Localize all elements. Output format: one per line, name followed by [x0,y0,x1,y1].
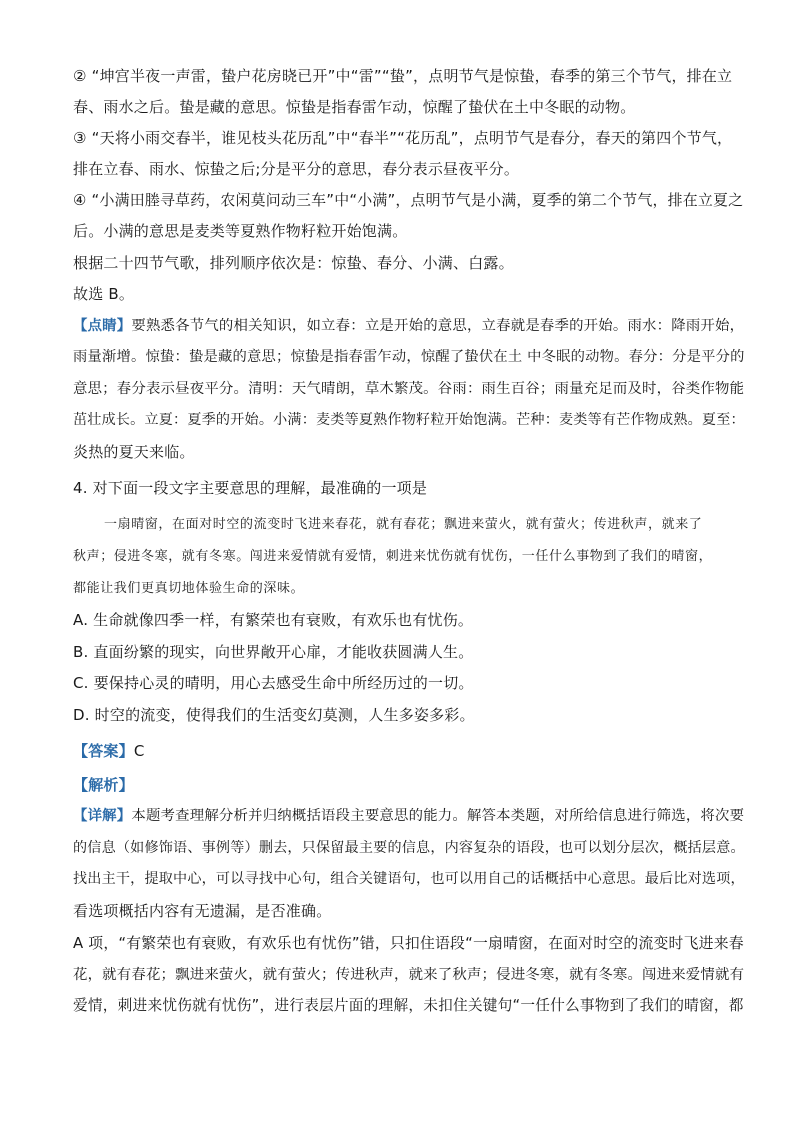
dianjing-line: 茁壮成长。立夏：夏季的开始。小满：麦类等夏熟作物籽粒开始饱满。芒种：麦类等有芒作物成熟。夏至： [73,412,745,428]
jiexi-label: 【解析】 [73,776,134,794]
dianjing-label: 【点睛】 [73,318,132,334]
xiangjie-label: 【详解】 [73,808,132,824]
passage-line: 都能让我们更真切地体验生命的深味。 [73,581,305,596]
answer-line [73,741,145,761]
analysis-line: 爱情，刺进来忧伤就有忧伤”，进行表层片面的理解，未扣住关键句“一任什么事物到了我们的晴窗，都 [73,997,744,1014]
text-line: ② “坤宫半夜一声雷，蛰户花房晓已开”中“雷”“蛰”，点明节气是惊蛰，春季的第三个节气，排在立 [73,67,733,85]
text-line: ④ “小满田塍寻草药，农闲莫问动三车”中“小满”，点明节气是小满，夏季的第二个节气，排在立夏之 [73,191,744,209]
passage-line: 一扇晴窗，在面对时空的流变时飞进来春花，就有春花；飘进来萤火，就有萤火；传进秋声，就来了 [104,517,703,532]
analysis-line: 花，就有春花；飘进来萤火，就有萤火；传进秋声，就来了秋声；侵进冬寒，就有冬寒。闯进来爱情就有 [73,967,745,983]
xiangjie-line: 的信息（如修饰语、事例等）删去，只保留最主要的信息，内容复杂的语段，也可以划分层次，概括层意。 [73,840,745,856]
analysis-line: A 项，“有繁荣也有衰败，有欢乐也有忧伤”错，只扣住语段“一扇晴窗，在面对时空的流变时飞进来春 [73,934,744,952]
xiangjie-line: 找出主干，提取中心，可以寻找中心句，组合关键语句，也可以用自己的话概括中心意思。最后比对选项， [73,871,745,887]
dianjing-line: 炎热的夏天来临。 [73,443,195,461]
dianjing-line: 雨量渐增。惊蛰：蛰是藏的意思；惊蛰是指春雷乍动，惊醒了蛰伏在土 中冬眠的动物。春分：分是平分的 [73,349,745,365]
answer-label: 【答案】 [73,742,134,760]
text-line: ③ “天将小雨交春半，谁见枝头花历乱”中“春半”“花历乱”，点明节气是春分，春天的第四个节气， [73,129,733,147]
passage-line: 秋声；侵进冬寒，就有冬寒。闯进来爱情就有爱情，刺进来忧伤就有忧伤，一任什么事物到了我们的晴窗， [73,549,713,564]
dianjing-line: 【点睛】要熟悉各节气的相关知识，如立春：立是开始的意思，立春就是春季的开始。雨水：降雨开始， [73,318,745,334]
text-line: 故选 B。 [73,285,135,303]
xiangjie-line: 【详解】本题考查理解分析并归纳概括语段主要意思的能力。解答本类题，对所给信息进行筛选，将次要 [73,808,745,824]
answer-value: C [133,742,145,760]
option-d: D. 时空的流变，使得我们的生活变幻莫测，人生多姿多彩。 [73,706,475,724]
xiangjie-line: 看选项概括内容有无遗漏，是否准确。 [73,902,332,920]
text-line: 排在立春、雨水、惊蛰之后;分是平分的意思，春分表示昼夜平分。 [73,160,520,178]
text-line: 春、雨水之后。蛰是藏的意思。惊蛰是指春雷乍动，惊醒了蛰伏在土中冬眠的动物。 [73,98,636,116]
dianjing-line: 意思；春分表示昼夜平分。清明：天气晴朗，草木繁茂。谷雨：雨生百谷；雨量充足而及时，谷类作物能 [73,381,745,397]
option-c: C. 要保持心灵的晴明，用心去感受生命中所经历过的一切。 [73,674,474,692]
text-line: 后。小满的意思是麦类等夏熟作物籽粒开始饱满。 [73,222,408,240]
text-line: 根据二十四节气歌，排列顺序依次是：惊蛰、春分、小满、白露。 [73,254,514,272]
option-b: B. 直面纷繁的现实，向世界敞开心扉，才能收获圆满人生。 [73,643,474,661]
question-stem: 4. 对下面一段文字主要意思的理解，最准确的一项是 [73,479,428,497]
jiexi-line [73,775,134,795]
option-a: A. 生命就像四季一样，有繁荣也有衰败，有欢乐也有忧伤。 [73,611,474,629]
